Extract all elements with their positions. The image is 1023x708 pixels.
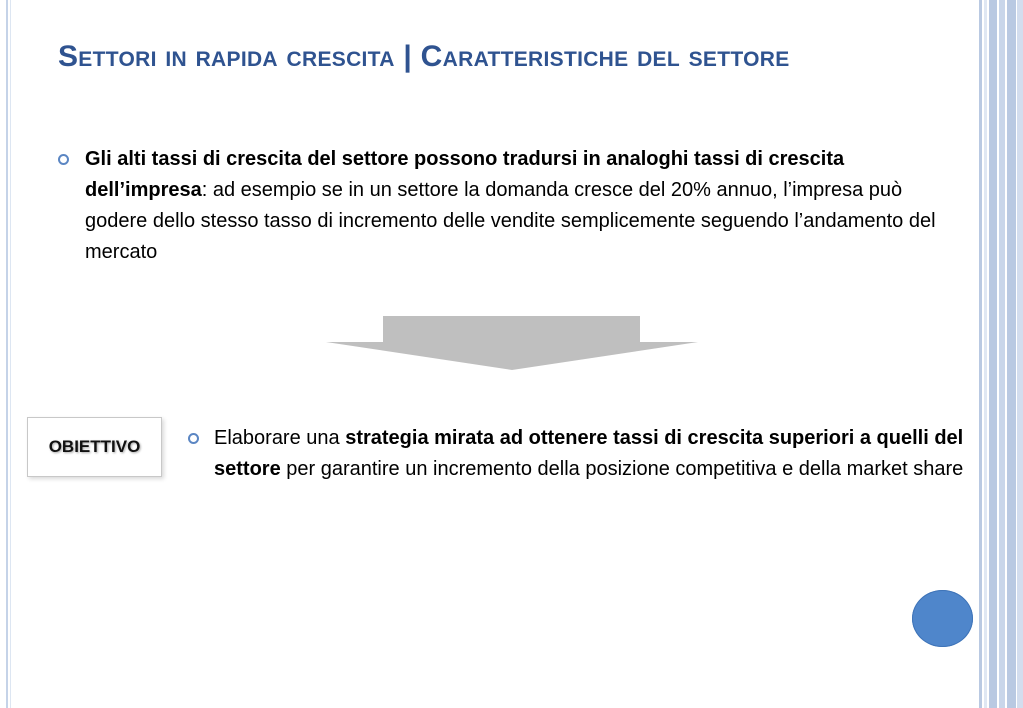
goal-label: OBIETTIVO bbox=[48, 437, 141, 456]
bullet-2-bold: strategia mirata ad ottenere tassi di crescita superiori a quelli del settore bbox=[214, 427, 964, 480]
decorative-circle bbox=[912, 590, 973, 647]
left-border-line-inner bbox=[10, 0, 11, 708]
bullet-circle-icon bbox=[188, 433, 199, 444]
right-stripe bbox=[989, 0, 997, 708]
right-stripe bbox=[984, 0, 987, 708]
right-stripe bbox=[1017, 0, 1023, 708]
down-arrow-icon bbox=[324, 314, 700, 372]
bullet-2-pre: Elaborare una bbox=[214, 427, 346, 449]
right-stripe bbox=[999, 0, 1005, 708]
bullet-1-rest: : ad esempio se in un settore la domanda cresce del 20% annuo, l’impresa può godere dello stesso tasso di incremento delle vendite semplicemente seguendo l’andamento del mercato bbox=[85, 179, 936, 263]
left-border-line bbox=[6, 0, 8, 708]
bullet-text-1 bbox=[85, 144, 965, 268]
bullet-2-post: per garantire un incremento della posizione competitiva e della market share bbox=[280, 458, 964, 480]
slide-title: Settori in rapida crescita | Caratteristiche del settore bbox=[58, 40, 790, 73]
right-stripe bbox=[1007, 0, 1016, 708]
bullet-circle-icon bbox=[58, 154, 69, 165]
bullet-text-2 bbox=[214, 423, 974, 485]
right-stripe bbox=[979, 0, 982, 708]
goal-box bbox=[27, 417, 162, 477]
bullet-1-bold: Gli alti tassi di crescita del settore possono tradursi in analoghi tassi di crescita dell’impresa bbox=[85, 148, 845, 201]
